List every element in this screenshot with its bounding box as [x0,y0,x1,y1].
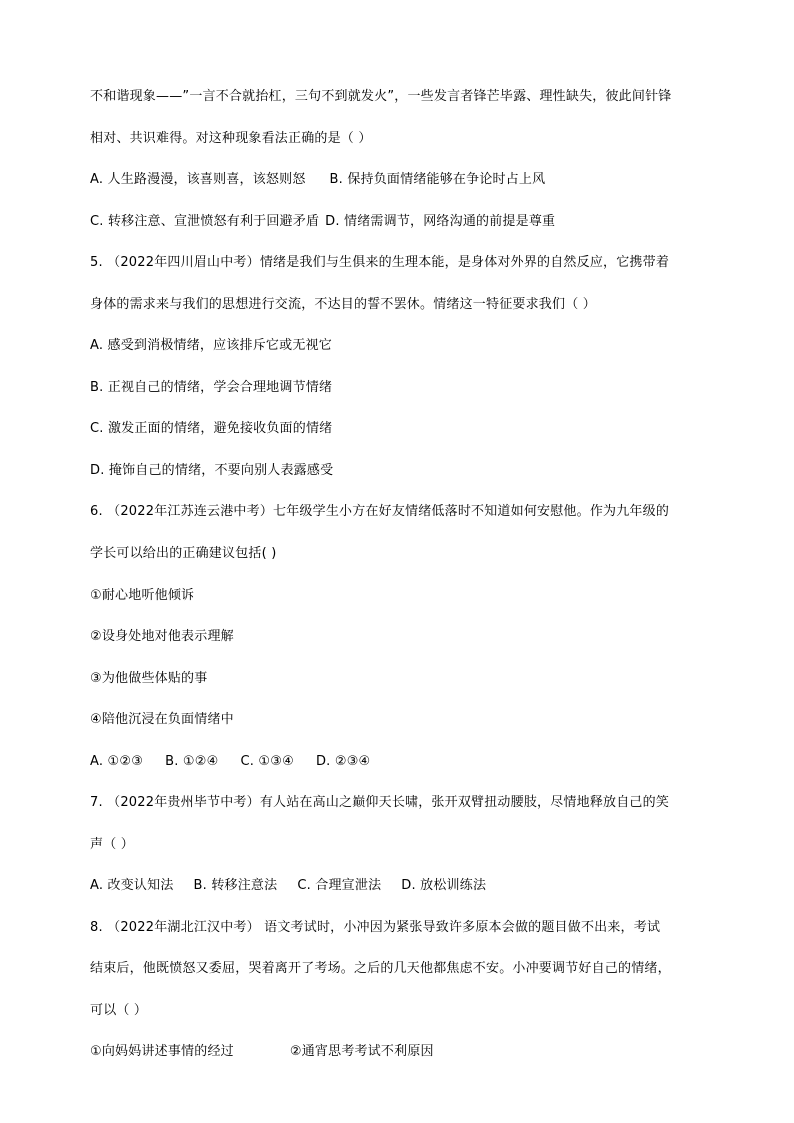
q7-option-a: A. 改变认知法 [90,878,174,893]
q5-stem-line-2: 身体的需求来与我们的思想进行交流，不达目的誓不罢休。情绪这一特征要求我们（ ） [90,297,596,312]
q6-item-2: ②设身处地对他表示理解 [90,629,234,644]
q5-option-c: C. 激发正面的情绪，避免接收负面的情绪 [90,421,333,436]
q5-option-b: B. 正视自己的情绪，学会合理地调节情绪 [90,380,333,395]
q4-stem-line-1: 不和谐现象——”一言不合就抬杠，三句不到就发火”，一些发言者锋芒毕露、理性缺失，彼此间针锋 [90,89,672,104]
q6-option-a: A. ①②③ [90,754,144,769]
q6-option-d: D. ②③④ [315,754,371,769]
q6-item-1: ①耐心地听他倾诉 [90,588,195,603]
q6-stem-line-1: 6. （2022年江苏连云港中考）七年级学生小方在好友情绪低落时不知道如何安慰他。作为九年级的 [90,504,670,519]
q4-stem-line-2: 相对、共识难得。对这种现象看法正确的是（ ） [90,131,372,146]
q6-option-c: C. ①③④ [240,754,294,769]
q4-options-row-1 [90,171,545,189]
q7-option-b: B. 转移注意法 [193,878,278,893]
q6-option-b: B. ①②④ [165,754,219,769]
q5-option-a: A. 感受到消极情绪，应该排斥它或无视它 [90,338,332,353]
q6-item-3: ③为他做些体贴的事 [90,671,208,686]
q8-items-row [90,1043,434,1061]
q5-stem-line-1: 5. （2022年四川眉山中考）情绪是我们与生俱来的生理本能，是身体对外界的自然反应，它携带着 [90,255,670,270]
q8-stem-line-3: 可以（ ） [90,1003,148,1018]
q8-stem-line-2: 结束后，他既愤怒又委屈，哭着离开了考场。之后的几天他都焦虑不安。小冲要调节好自己的情绪， [90,961,671,976]
q4-option-a: A. 人生路漫漫，该喜则喜，该怒则怒 [90,172,306,187]
q8-stem-line-1: 8. （2022年湖北江汉中考） 语文考试时，小冲因为紧张导致许多原本会做的题目做不出来，考试 [90,920,661,935]
q6-stem-line-2: 学长可以给出的正确建议包括( ) [90,546,277,561]
q7-option-d: D. 放松训练法 [401,878,487,893]
q6-item-4: ④陪他沉浸在负面情绪中 [90,712,234,727]
q6-options-row [90,753,370,771]
q4-option-b: B. 保持负面情绪能够在争论时占上风 [329,172,546,187]
q8-item-2: ②通宵思考考试不利原因 [289,1044,434,1059]
q7-stem-line-1: 7. （2022年贵州毕节中考）有人站在高山之巅仰天长啸，张开双臂扭动腰肢，尽情地释放自己的笑 [90,795,670,810]
q8-item-1: ①向妈妈讲述事情的经过 [90,1044,234,1059]
q7-option-c: C. 合理宣泄法 [297,878,382,893]
q7-stem-line-2: 声（ ） [90,837,134,852]
q7-options-row [90,877,486,895]
q4-options-row-2 [90,213,555,231]
q4-option-c: C. 转移注意、宣泄愤怒有利于回避矛盾 [90,214,320,229]
q4-option-d: D. 情绪需调节，网络沟通的前提是尊重 [325,214,556,229]
q5-option-d: D. 掩饰自己的情绪，不要向别人表露感受 [90,463,334,478]
